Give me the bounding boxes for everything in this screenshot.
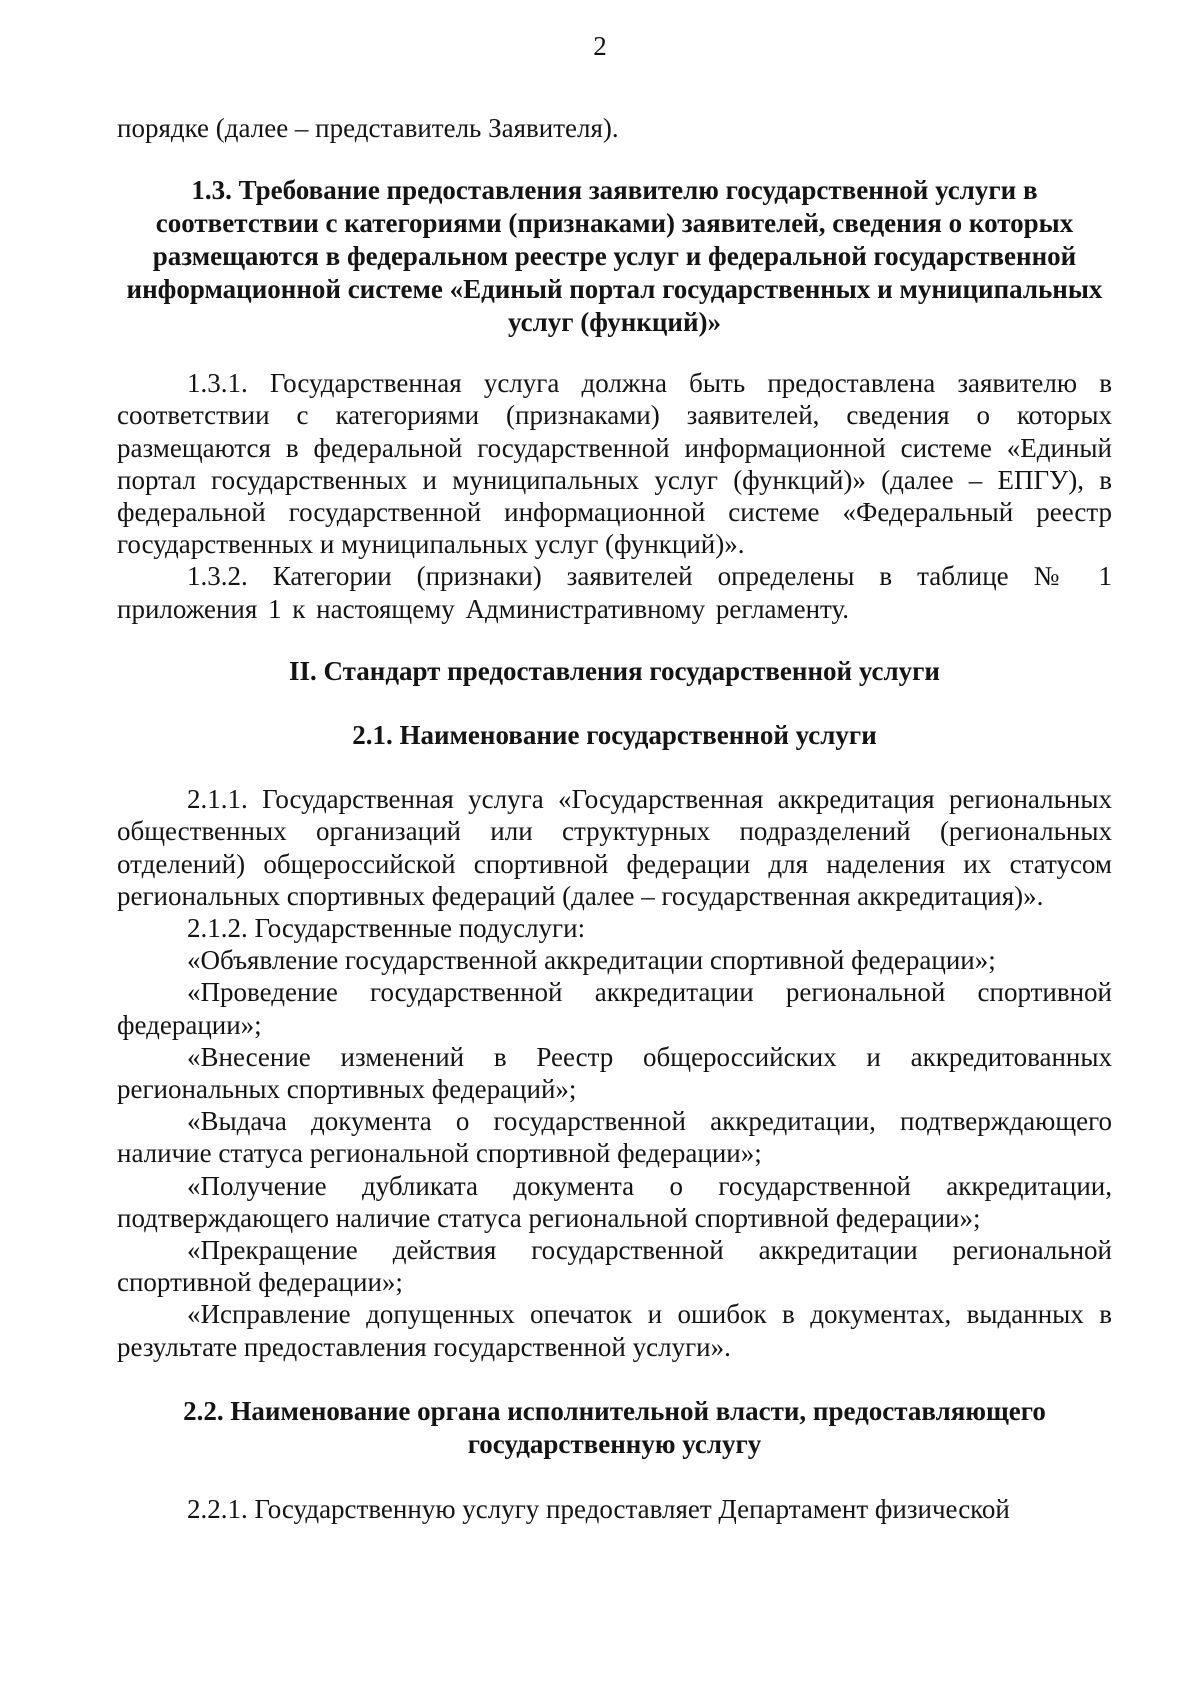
subservice-item: «Исправление допущенных опечаток и ошибок в документах, выданных в результате предоставления государственной услуги». bbox=[117, 1299, 1112, 1362]
subservice-item: «Прекращение действия государственной аккредитации региональной спортивной федерации»; bbox=[117, 1235, 1112, 1298]
document-body bbox=[117, 112, 1112, 1525]
chapter-heading-II: II. Стандарт предоставления государственной услуги bbox=[289, 655, 940, 686]
subservice-item: «Внесение изменений в Реестр общероссийских и аккредитованных региональных спортивных федераций»; bbox=[117, 1041, 1112, 1105]
paragraph-2-1-1: 2.1.1. Государственная услуга «Государственная аккредитация региональных общественных организаций или структурных подразделений (региональных отделений) общероссийской спортивной федерации для наделения их статусом региональных спортивных федераций (далее – государственная аккредитация)». bbox=[117, 784, 1112, 911]
paragraph-2-2-1: 2.2.1. Государственную услугу предоставляет Департамент физической bbox=[187, 1493, 1010, 1524]
subservice-item: «Получение дубликата документа о государственной аккредитации, подтверждающего наличие статуса региональной спортивной федерации»; bbox=[117, 1170, 1112, 1233]
intro-paragraph: порядке (далее – представитель Заявителя). bbox=[117, 113, 619, 143]
paragraph-1-3-2: 1.3.2. Категории (признаки) заявителей определены в таблице № 1 приложения 1 к настоящему Административному регламенту. bbox=[117, 561, 1112, 624]
section-heading-2-1: 2.1. Наименование государственной услуги bbox=[352, 720, 877, 751]
subservice-item: «Выдача документа о государственной аккредитации, подтверждающего наличие статуса региональной спортивной федерации»; bbox=[117, 1106, 1112, 1169]
section-heading-2-2: 2.2. Наименование органа исполнительной власти, предоставляющего государственную услугу bbox=[183, 1395, 1046, 1459]
page-number: 2 bbox=[593, 31, 607, 61]
subservice-item: «Объявление государственной аккредитации спортивной федерации»; bbox=[187, 945, 996, 976]
paragraph-1-3-1: 1.3.1. Государственная услуга должна быть предоставлена заявителю в соответствии с категориями (признаками) заявителей, сведения о которых размещаются в федеральной государственной информационной системе «Единый портал государственных и муниципальных услуг (функций)» (далее – ЕПГУ), в федеральной государственной информационной системе «Федеральный реестр государственных и муниципальных услуг (функций)». bbox=[117, 368, 1112, 560]
subservice-item: «Проведение государственной аккредитации региональной спортивной федерации»; bbox=[117, 977, 1112, 1040]
section-heading-1-3: 1.3. Требование предоставления заявителю государственной услуги в соответствии с категориями (признаками) заявителей, сведения о которых размещаются в федеральном реестре услуг и федеральной государственной информационной системе «Единый портал государственных и муниципальных услуг (функций)» bbox=[126, 175, 1103, 338]
paragraph-2-1-2: 2.1.2. Государственные подуслуги: bbox=[187, 913, 586, 944]
